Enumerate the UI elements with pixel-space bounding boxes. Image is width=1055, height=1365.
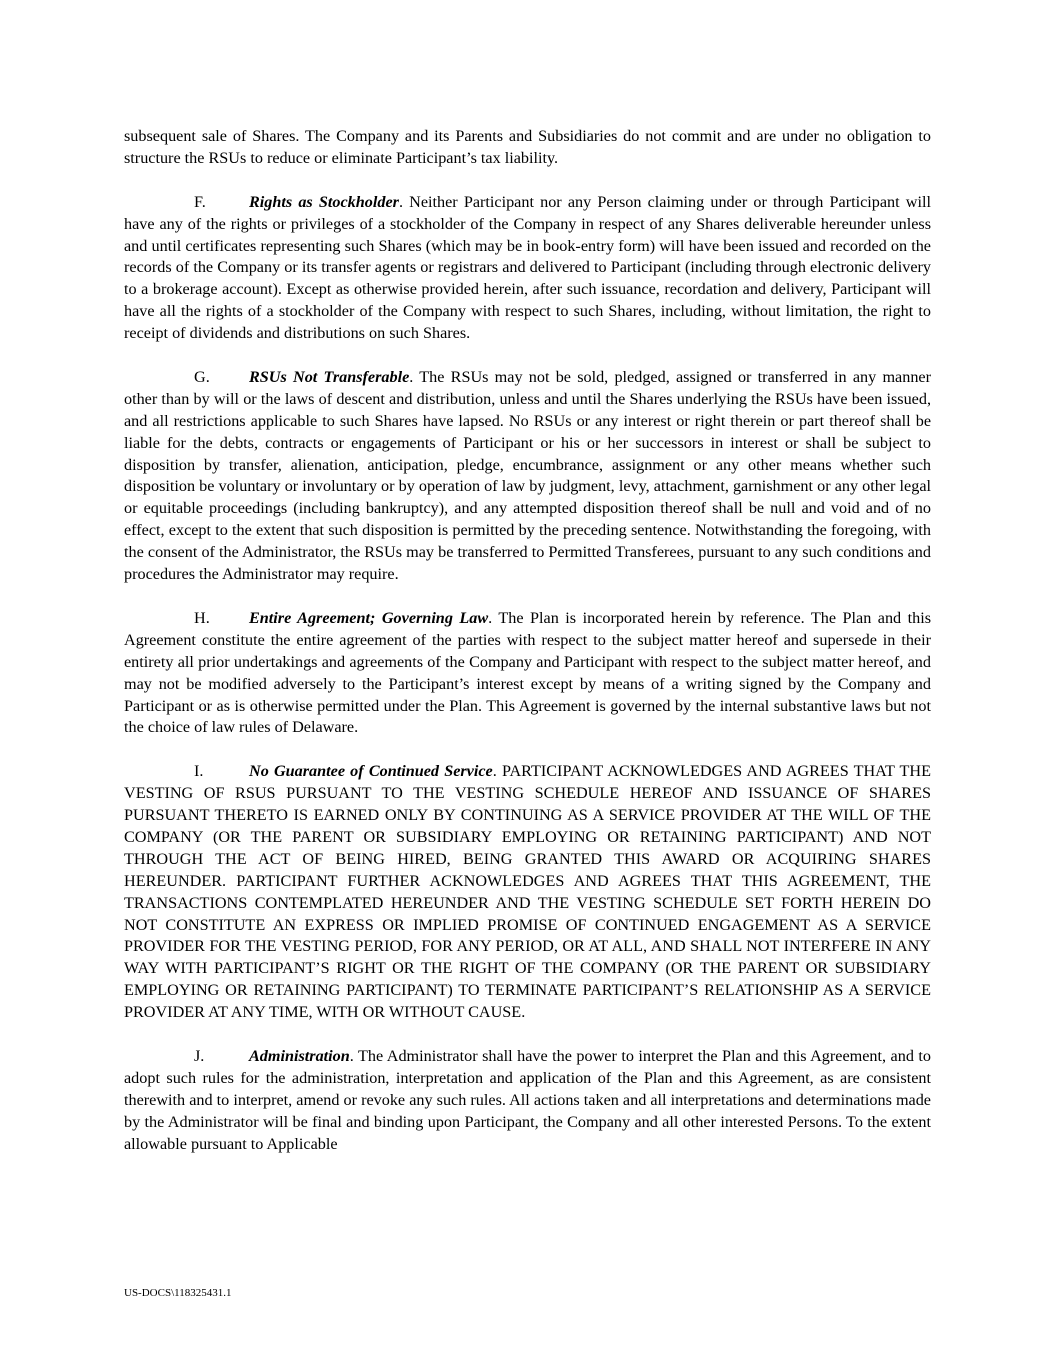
section-heading: Entire Agreement; Governing Law <box>249 608 489 627</box>
section-body: The RSUs may not be sold, pledged, assigned or transferred in any manner other than by will or the laws of descent and distribution, unless and until the Shares underlying the RSUs have been issued, and all restrictions applicable to such Shares have lapsed. No RSUs or any interest or right therein or part thereof shall be liable for the debts, contracts or engagements of Participant or his or her successors in interest or shall be subject to disposition by transfer, alienation, anticipation, pledge, encumbrance, assignment or any other means whether such disposition be voluntary or involuntary or by operation of law by judgment, levy, attachment, garnishment or any other legal or equitable proceedings (including bankruptcy), and any attempted disposition thereof shall be null and void and of no effect, except to the extent that such disposition is permitted by the preceding sentence. Notwithstanding the foregoing, with the consent of the Administrator, the RSUs may be transferred to Permitted Transferees, pursuant to any such conditions and procedures the Administrator may require. <box>124 367 931 584</box>
section-heading: Administration <box>249 1046 350 1065</box>
section-body: Neither Participant nor any Person claiming under or through Participant will have any of the rights or privileges of a stockholder of the Company in respect of any Shares deliverable hereunder unless and until certificates representing such Shares (which may be in book-entry form) will have been issued and recorded on the records of the Company or its transfer agents or registrars and delivered to Participant (including through electronic delivery to a brokerage account). Except as otherwise provided herein, after such issuance, recordation and delivery, Participant will have all the rights of a stockholder of the Company with respect to such Shares, including, without limitation, the right to receipt of dividends and distributions on such Shares. <box>124 192 931 343</box>
section-j <box>124 1046 931 1156</box>
section-letter: F. <box>194 192 206 211</box>
section-h <box>124 608 931 739</box>
continuation-paragraph: subsequent sale of Shares. The Company and its Parents and Subsidiaries do not commit and are under no obligation to structure the RSUs to reduce or eliminate Participant’s tax liability. <box>124 127 931 167</box>
section-heading: RSUs Not Transferable <box>249 367 410 386</box>
section-body: The Plan is incorporated herein by reference. The Plan and this Agreement constitute the entire agreement of the parties with respect to the subject matter hereof and supersede in their entirety all prior undertakings and agreements of the Company and Participant with respect to the subject matter hereof, and may not be modified adversely to the Participant’s interest except by means of a writing signed by the Company and Participant or as is otherwise permitted under the Plan. This Agreement is governed by the internal substantive laws but not the choice of law rules of Delaware. <box>124 608 932 737</box>
heading-period: . <box>492 762 497 781</box>
section-body: The Administrator shall have the power to interpret the Plan and this Agreement, and to adopt such rules for the administration, interpretation and application of the Plan and this Agreement, as are consistent therewith and to interpret, amend or revoke any such rules. All actions taken and all interpretations and determinations made by the Administrator will be final and binding upon Participant, the Company and all other interested Persons. To the extent allowable pursuant to Applicable <box>124 1046 931 1153</box>
section-body: PARTICIPANT ACKNOWLEDGES AND AGREES THAT THE VESTING OF RSUS PURSUANT TO THE VESTING SCHEDULE HEREOF AND ISSUANCE OF SHARES PURSUANT THERETO IS EARNED ONLY BY CONTINUING AS A SERVICE PROVIDER AT THE WILL OF THE COMPANY (OR THE PARENT OR SUBSIDIARY EMPLOYING OR RETAINING PARTICIPANT) AND NOT THROUGH THE ACT OF BEING HIRED, BEING GRANTED THIS AWARD OR ACQUIRING SHARES HEREUNDER. PARTICIPANT FURTHER ACKNOWLEDGES AND AGREES THAT THIS AGREEMENT, THE TRANSACTIONS CONTEMPLATED HEREUNDER AND THE VESTING SCHEDULE SET FORTH HEREIN DO NOT CONSTITUTE AN EXPRESS OR IMPLIED PROMISE OF CONTINUED ENGAGEMENT AS A SERVICE PROVIDER FOR THE VESTING PERIOD, FOR ANY PERIOD, OR AT ALL, AND SHALL NOT INTERFERE IN ANY WAY WITH PARTICIPANT’S RIGHT OR THE RIGHT OF THE COMPANY (OR THE PARENT OR SUBSIDIARY EMPLOYING OR RETAINING PARTICIPANT) TO TERMINATE PARTICIPANT’S RELATIONSHIP AS A SERVICE PROVIDER AT ANY TIME, WITH OR WITHOUT CAUSE. <box>124 762 931 1022</box>
heading-period: . <box>398 192 403 211</box>
section-g <box>124 367 931 586</box>
section-heading: No Guarantee of Continued Service <box>249 762 493 781</box>
section-letter: G. <box>194 367 210 386</box>
document-body <box>124 126 931 1177</box>
heading-period: . <box>349 1046 354 1065</box>
section-letter: J. <box>194 1046 205 1065</box>
section-heading: Rights as Stockholder <box>249 192 399 211</box>
section-i <box>124 761 931 1024</box>
section-f <box>124 192 931 345</box>
document-footer-id: US-DOCS\118325431.1 <box>124 1287 232 1299</box>
heading-period: . <box>488 608 493 627</box>
section-letter: I. <box>194 762 204 781</box>
heading-period: . <box>409 367 414 386</box>
section-letter: H. <box>194 608 210 627</box>
